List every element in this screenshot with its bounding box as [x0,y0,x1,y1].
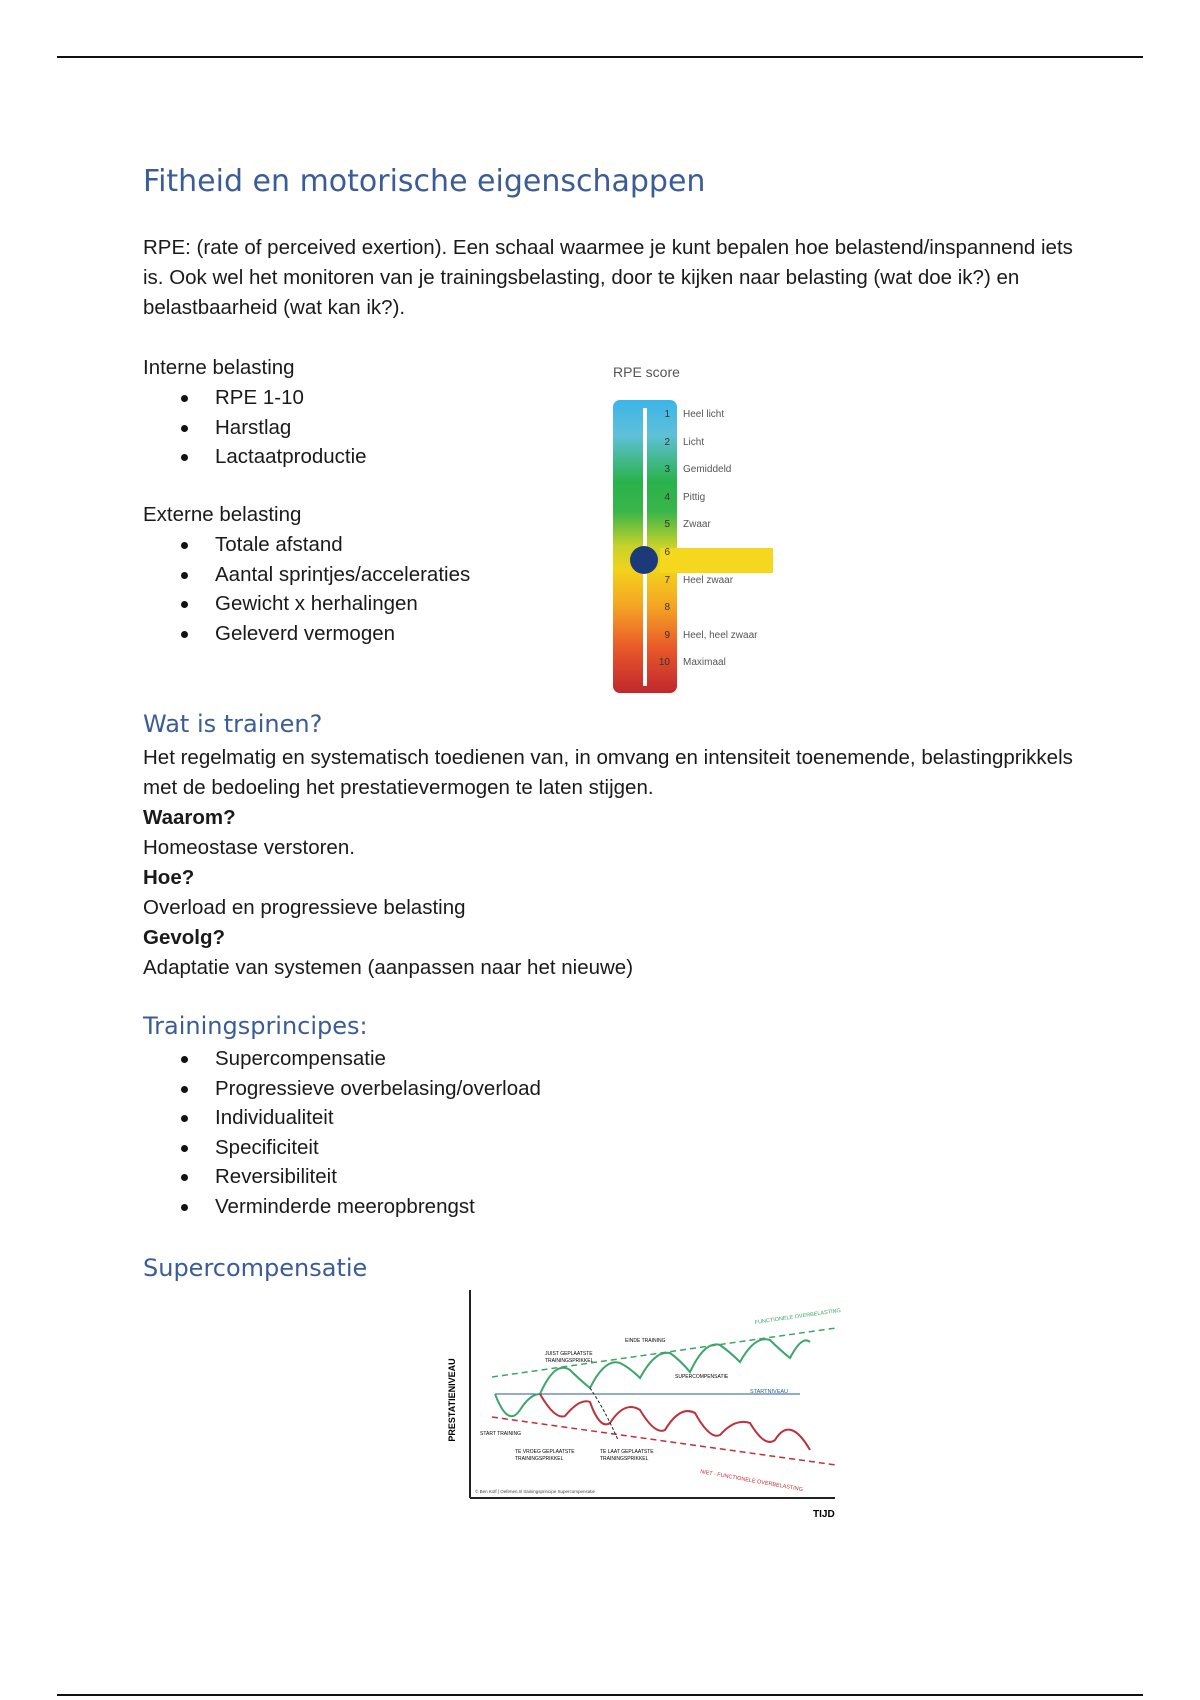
rpe-scale-label: Pittig [683,491,706,503]
rpe-scale-number: 3 [664,464,670,476]
laat-label-2: TRAININGSPRIKKEL [600,1456,649,1462]
rpe-scale-number: 2 [664,436,670,448]
list-item: Gewicht x herhalingen [143,589,593,619]
question-hoe: Hoe? [143,866,195,889]
rpe-scale-label: Heel zwaar [683,574,734,586]
functional-curve [495,1339,810,1416]
laat-label-1: TE LAAT GEPLAATSTE [600,1449,654,1455]
nonfunctional-label: NIET - FUNCTIONELE OVERBELASTING [699,1469,804,1494]
answer-gevolg: Adaptatie van systemen (aanpassen naar het nieuwe) [143,956,634,979]
y-axis-label: PRESTATIENIVEAU [447,1358,457,1442]
list-item: Supercompensatie [143,1044,1093,1074]
vroeg-label-1: TE VROEG GEPLAATSTE [515,1449,575,1455]
answer-hoe: Overload en progressieve belasting [143,896,466,919]
principes-section [143,1044,1093,1221]
header-rule [57,56,1143,58]
question-waarom: Waarom? [143,806,236,829]
interne-list [143,383,593,472]
list-item: RPE 1-10 [143,383,593,413]
supercompensatie-heading: Supercompensatie [143,1254,368,1282]
supercompensatie-label: SUPERCOMPENSATIE [675,1374,729,1380]
juist-label-2: TRAININGSPRIKKEL [545,1358,594,1364]
list-item: Reversibiliteit [143,1162,1093,1192]
list-item: Harstlag [143,413,593,443]
externe-belasting-section [143,500,593,648]
rpe-scale-number: 4 [664,491,670,503]
externe-list [143,530,593,648]
question-gevolg: Gevolg? [143,926,226,949]
trainen-section [143,743,1093,983]
start-training-label: START TRAINING [480,1431,522,1437]
list-item: Individualiteit [143,1103,1093,1133]
list-item: Aantal sprintjes/acceleraties [143,560,593,590]
rpe-scale-number: 1 [664,409,670,420]
rpe-scale-number: 8 [664,602,670,614]
credit-text: © Ben Kolf | Oefenen.nl trainingsprincipe Supercompensatie [475,1489,596,1494]
rpe-selected-marker [630,546,658,574]
intro-paragraph: RPE: (rate of perceived exertion). Een schaal waarmee je kunt bepalen hoe belastend/inspannend iets is. Ook wel het monitoren van je trainingsbelasting, door te kijken naar belasting (wat doe ik?) en belastbaarheid (wat kan ik?). [143,236,1073,319]
supercompensatie-diagram [430,1280,850,1525]
startlevel-label: STARTNIVEAU [750,1389,788,1395]
interne-heading: Interne belasting [143,356,295,379]
principes-heading: Trainingsprincipes: [143,1012,368,1040]
footer-rule [57,1694,1143,1696]
list-item: Progressieve overbelasing/overload [143,1074,1093,1104]
x-axis-label: TIJD [813,1509,835,1520]
nonfunctional-curve [540,1394,810,1450]
rpe-title: RPE score [613,364,680,380]
rpe-scale-number: 7 [664,574,670,586]
answer-waarom: Homeostase verstoren. [143,836,355,859]
rpe-scale-number: 9 [664,629,670,641]
einde-training-label: EINDE TRAINING [625,1338,666,1344]
vroeg-label-2: TRAININGSPRIKKEL [515,1456,564,1462]
juist-label-1: JUIST GEPLAATSTE [545,1351,593,1357]
functional-label: FUNCTIONELE OVERBELASTING [754,1307,842,1326]
rpe-scale-label: Heel licht [683,409,725,420]
rpe-selected-highlight [660,548,773,573]
rpe-scale-label: Heel, heel zwaar [683,629,758,641]
externe-heading: Externe belasting [143,503,302,526]
rpe-scale-number: 6 [664,547,670,558]
list-item: Specificiteit [143,1133,1093,1163]
rpe-scale-number: 10 [658,657,670,669]
rpe-scale-number: 5 [664,519,670,531]
rpe-scale-label: Zwaar [683,519,711,531]
trainen-heading: Wat is trainen? [143,710,323,738]
principes-list [143,1044,1093,1221]
interne-belasting-section [143,353,593,472]
rpe-scale-label: Maximaal [683,657,726,669]
list-item: Verminderde meeropbrengst [143,1192,1093,1222]
list-item: Geleverd vermogen [143,619,593,649]
list-item: Totale afstand [143,530,593,560]
rpe-scale-label: Licht [683,436,705,448]
list-item: Lactaatproductie [143,442,593,472]
page-title: Fitheid en motorische eigenschappen [143,164,706,199]
trainen-definition: Het regelmatig en systematisch toedienen van, in omvang en intensiteit toenemende, belastingprikkels met de bedoeling het prestatievermogen te laten stijgen. [143,746,1073,799]
rpe-scale-label: Gemiddeld [683,464,732,476]
